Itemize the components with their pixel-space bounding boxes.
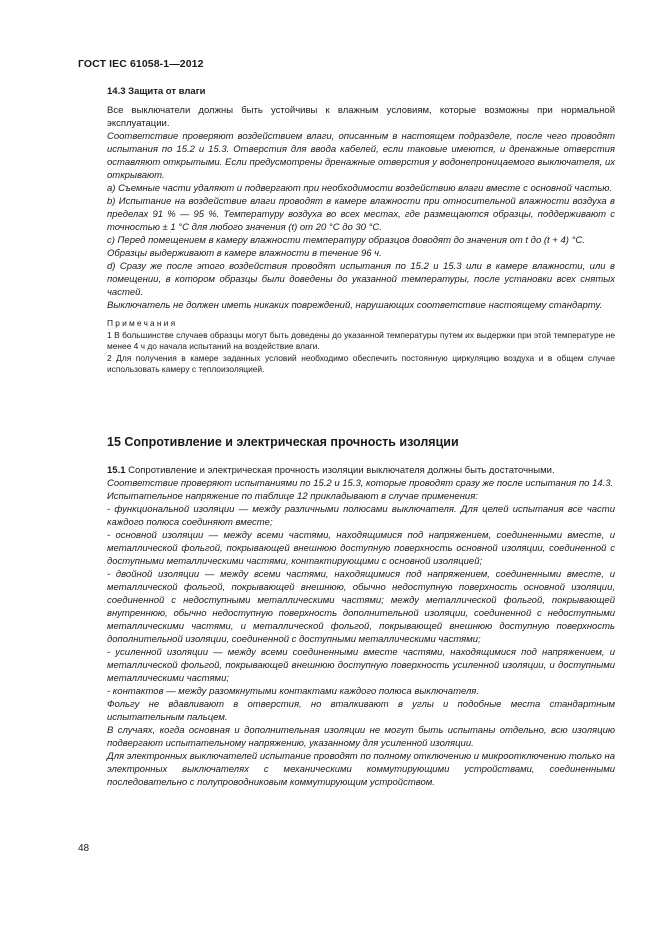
document-header: ГОСТ IEC 61058-1—2012: [78, 58, 204, 70]
paragraph: d) Сразу же после этого воздействия проводят испытания по 15.2 и 15.3 или в камере влажности, или в помещении, в котором образцы были доведены до указанной температуры, после установки всех снятых частей.: [107, 261, 615, 298]
paragraph: Для электронных выключателей испытание проводят по полному отключению и микроотключению только на электронных выключателях с механическими коммутирующими устройствами, соединенными последовательно с полупроводниковым коммутирующим устройством.: [107, 751, 615, 788]
notes-block: [107, 318, 615, 376]
clause-text: Сопротивление и электрическая прочность изоляции выключателя должны быть достаточными.: [128, 465, 555, 476]
subsection-number: 14.3: [107, 86, 126, 97]
section-heading: 15 Сопротивление и электрическая прочность изоляции: [107, 435, 459, 449]
paragraph: Все выключатели должны быть устойчивы к влажным условиям, которые возможны при нормальной эксплуатации.: [107, 105, 615, 129]
paragraph: a) Съемные части удаляют и подвергают при необходимости воздействию влаги вместе с основной частью.: [107, 183, 613, 194]
paragraph: Испытательное напряжение по таблице 12 прикладывают в случае применения:: [107, 491, 478, 502]
note-item: 1 В большинстве случаев образцы могут быть доведены до указанной температуры путем их выдержки при этой температуре не менее 4 ч до начала испытаний на воздействие влаги.: [107, 329, 615, 351]
list-item: - двойной изоляции — между всеми частями, находящимися под напряжением, соединенными вместе, и металлической фольгой, покрывающей внешнюю, обычно недоступную поверхность основной изоляции, соединенной с недоступными металлическими частями; между металлической фольгой, покрывающей внутреннюю, обычно недоступную поверхность дополнительной изоляции, соединенной с недоступными металлическими частями, и металлической фольгой, покрывающей внешнюю доступную поверхность дополнительной изоляции, соединенной с доступными металлическими частями;: [107, 569, 615, 645]
list-item: - контактов — между разомкнутыми контактами каждого полюса выключателя.: [107, 686, 480, 697]
paragraph: Фольгу не вдавливают в отверстия, но вталкивают в углы и подобные места стандартным испытательным пальцем.: [107, 699, 615, 723]
paragraph: c) Перед помещением в камеру влажности температуру образцов доводят до значения от t до (t + 4) °С.: [107, 235, 585, 246]
paragraph: b) Испытание на воздействие влаги проводят в камере влажности при относительной влажности воздуха в пределах 91 % — 95 %. Температуру воздуха во всех местах, где размещаются образцы, поддерживают с точностью ± 1 °С для любого значения (t) от 20 °С до 30 °С.: [107, 196, 615, 233]
subsection-title: Защита от влаги: [128, 86, 206, 97]
paragraph: В случаях, когда основная и дополнительная изоляции не могут быть испытаны отдельно, всю изоляцию подвергают испытательному напряжению, указанному для усиленной изоляции.: [107, 725, 615, 749]
paragraph: Соответствие проверяют испытаниями по 15.2 и 15.3, которые проводят сразу же после испытания по 14.3.: [107, 478, 614, 489]
section-15-body: [107, 464, 615, 789]
notes-title: Примечания: [107, 318, 178, 328]
list-item: - основной изоляции — между всеми частями, находящимися под напряжением, соединенными вместе, и металлической фольгой, покрывающей внешнюю доступную поверхность основной изоляции, соединенной с доступными металлическими частями, контактирующими с основной изоляцией;: [107, 530, 615, 567]
clause-paragraph: [107, 464, 615, 477]
subsection-14-3-body: [107, 104, 615, 376]
list-item: - усиленной изоляции — между всеми соединенными вместе частями, находящимися под напряжением, и металлической фольгой, покрывающей внешнюю доступную поверхность усиленной изоляции, и доступными металлическими частями;: [107, 647, 615, 684]
paragraph: Выключатель не должен иметь никаких повреждений, нарушающих соответствие настоящему стандарту.: [107, 300, 603, 311]
note-item: 2 Для получения в камере заданных условий необходимо обеспечить постоянную циркуляцию воздуха и в общем случае использовать камеру с теплоизоляцией.: [107, 352, 615, 374]
page-number: 48: [78, 843, 90, 854]
subsection-heading: [107, 86, 206, 97]
list-item: - функциональной изоляции — между различными полюсами выключателя. Для целей испытания все части каждого полюса соединяют вместе;: [107, 504, 615, 528]
paragraph: Образцы выдерживают в камере влажности в течение 96 ч.: [107, 248, 382, 259]
paragraph: Соответствие проверяют воздействием влаги, описанным в настоящем подразделе, после чего проводят испытания по 15.2 и 15.3. Отверстия для ввода кабелей, если таковые имеются, и дренажные отверстия оставляют открытыми. Если предусмотрены дренажные отверстия у водонепроницаемого выключателя, их открывают.: [107, 131, 615, 181]
clause-number: 15.1: [107, 465, 126, 476]
